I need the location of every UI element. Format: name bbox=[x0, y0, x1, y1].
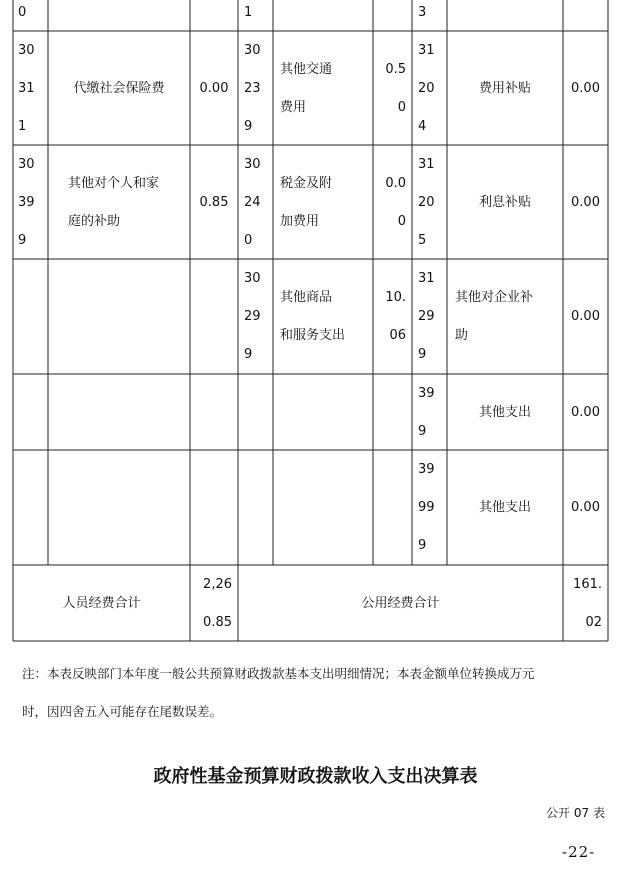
personnel-total-amount-line: 0.85 bbox=[203, 614, 232, 630]
item-name-b bbox=[280, 174, 366, 231]
public-total-amount-line: 02 bbox=[585, 614, 602, 630]
econ-code-c bbox=[418, 460, 441, 555]
econ-code-b bbox=[244, 155, 267, 250]
item-name-b-line: 税金及附 bbox=[280, 175, 333, 191]
econ-code-c-line: 29 bbox=[418, 309, 435, 324]
item-name-a-line: 庭的补助 bbox=[68, 213, 121, 229]
public-total-label bbox=[238, 594, 563, 613]
econ-code-c-line: 4 bbox=[418, 118, 427, 134]
amount-b-line: 10. bbox=[385, 290, 406, 305]
econ-code-b-line: 30 bbox=[244, 156, 261, 172]
amount-c bbox=[565, 79, 606, 98]
amount-b-line: 0.5 bbox=[385, 61, 406, 77]
public-total-amount-line: 161. bbox=[573, 576, 602, 592]
amount-a bbox=[192, 193, 236, 212]
econ-code-c-line: 31 bbox=[418, 42, 435, 58]
item-name-b-line: 其他交通 bbox=[280, 61, 333, 77]
table-note bbox=[22, 655, 622, 731]
econ-code-b-line: 30 bbox=[244, 271, 261, 286]
econ-code-b-line: 9 bbox=[244, 118, 253, 134]
item-name-c bbox=[455, 403, 555, 422]
econ-code-c-line: 9 bbox=[418, 423, 427, 439]
amount-a-line: 0.00 bbox=[199, 80, 229, 96]
econ-code-b-line: 29 bbox=[244, 309, 261, 324]
amount-c bbox=[565, 403, 606, 422]
page-number: -22- bbox=[562, 843, 596, 861]
public-total-amount bbox=[569, 575, 602, 632]
item-name-c bbox=[455, 79, 555, 98]
amount-b bbox=[379, 60, 406, 117]
item-name-c-line: 其他支出 bbox=[478, 404, 531, 420]
amount-b-line: 0 bbox=[397, 99, 406, 115]
amount-b-line: 0.0 bbox=[385, 175, 406, 191]
top-cell-b-code: 1 bbox=[244, 5, 253, 20]
amount-c-line: 0.00 bbox=[571, 404, 600, 420]
econ-code-c-line: 20 bbox=[418, 80, 435, 96]
econ-code-a-line: 1 bbox=[18, 118, 27, 134]
econ-code-c-line: 31 bbox=[418, 271, 435, 286]
top-cell-c-code: 3 bbox=[418, 5, 427, 20]
amount-b-line: 06 bbox=[389, 328, 406, 343]
econ-code-b bbox=[244, 41, 267, 136]
public-total-label-line: 公用经费合计 bbox=[361, 595, 440, 611]
econ-code-c-line: 39 bbox=[418, 385, 435, 401]
econ-code-c bbox=[418, 269, 441, 364]
amount-c-line: 0.00 bbox=[571, 500, 600, 515]
item-name-b-line: 费用 bbox=[280, 99, 307, 115]
econ-code-c-line: 5 bbox=[418, 232, 427, 248]
econ-code-b-line: 30 bbox=[244, 42, 261, 58]
note-line-1: 注：本表反映部门本年度一般公共预算财政拨款基本支出明细情况；本表金额单位转换成万元 bbox=[22, 666, 535, 681]
item-name-b bbox=[280, 288, 366, 345]
amount-a-line: 0.85 bbox=[199, 194, 229, 210]
item-name-b-line: 和服务支出 bbox=[280, 328, 346, 343]
item-name-c-line: 助 bbox=[455, 328, 469, 343]
note-line-2: 时，因四舍五入可能存在尾数误差。 bbox=[22, 704, 223, 719]
amount-b bbox=[379, 288, 406, 345]
public-table-number: 公开 07 表 bbox=[546, 806, 605, 820]
econ-code-c-line: 31 bbox=[418, 156, 435, 172]
amount-c-line: 0.00 bbox=[571, 309, 600, 324]
amount-c bbox=[565, 193, 606, 212]
amount-b bbox=[379, 174, 406, 231]
econ-code-a-line: 30 bbox=[18, 42, 35, 58]
econ-code-c-line: 20 bbox=[418, 194, 435, 210]
item-name-c bbox=[455, 288, 555, 345]
econ-code-c bbox=[418, 41, 441, 136]
econ-code-a-line: 39 bbox=[18, 194, 35, 210]
top-cell-a-code: 0 bbox=[18, 5, 27, 20]
econ-code-b-line: 24 bbox=[244, 194, 261, 210]
econ-code-c bbox=[418, 155, 441, 250]
item-name-a bbox=[68, 79, 170, 98]
amount-b-line: 0 bbox=[397, 213, 406, 229]
amount-c bbox=[565, 307, 606, 326]
econ-code-a-line: 9 bbox=[18, 232, 27, 248]
econ-code-c bbox=[418, 384, 441, 441]
item-name-c bbox=[455, 193, 555, 212]
item-name-a bbox=[68, 174, 170, 231]
item-name-a-line: 代缴社会保险费 bbox=[73, 80, 165, 96]
amount-c-line: 0.00 bbox=[571, 80, 600, 96]
econ-code-c-line: 9 bbox=[418, 347, 427, 362]
econ-code-a bbox=[18, 41, 43, 136]
amount-c-line: 0.00 bbox=[571, 194, 600, 210]
item-name-b-line: 其他商品 bbox=[280, 290, 333, 305]
econ-code-a-line: 31 bbox=[18, 80, 35, 96]
amount-c bbox=[565, 498, 606, 517]
personnel-total-label-line: 人员经费合计 bbox=[62, 595, 141, 611]
econ-code-b-line: 0 bbox=[244, 232, 253, 248]
econ-code-a-line: 30 bbox=[18, 156, 35, 172]
item-name-c-line: 利息补贴 bbox=[478, 194, 531, 210]
item-name-a-line: 其他对个人和家 bbox=[68, 175, 160, 191]
personnel-total-label bbox=[13, 594, 190, 613]
amount-a bbox=[192, 79, 236, 98]
item-name-c-line: 费用补贴 bbox=[478, 80, 531, 96]
econ-code-c-line: 9 bbox=[418, 538, 427, 553]
econ-code-c-line: 39 bbox=[418, 462, 435, 477]
econ-code-c-line: 99 bbox=[418, 500, 435, 515]
econ-code-b-line: 23 bbox=[244, 80, 261, 96]
econ-code-b bbox=[244, 269, 267, 364]
item-name-b-line: 加费用 bbox=[280, 213, 320, 229]
econ-code-b-line: 9 bbox=[244, 347, 253, 362]
item-name-c-line: 其他对企业补 bbox=[455, 290, 534, 305]
personnel-total-amount-line: 2,26 bbox=[203, 576, 232, 592]
econ-code-a bbox=[18, 155, 43, 250]
item-name-c bbox=[455, 498, 555, 517]
item-name-c-line: 其他支出 bbox=[478, 500, 531, 515]
section-title: 政府性基金预算财政拨款收入支出决算表 bbox=[153, 766, 478, 787]
personnel-total-amount bbox=[196, 575, 232, 632]
item-name-b bbox=[280, 60, 366, 117]
